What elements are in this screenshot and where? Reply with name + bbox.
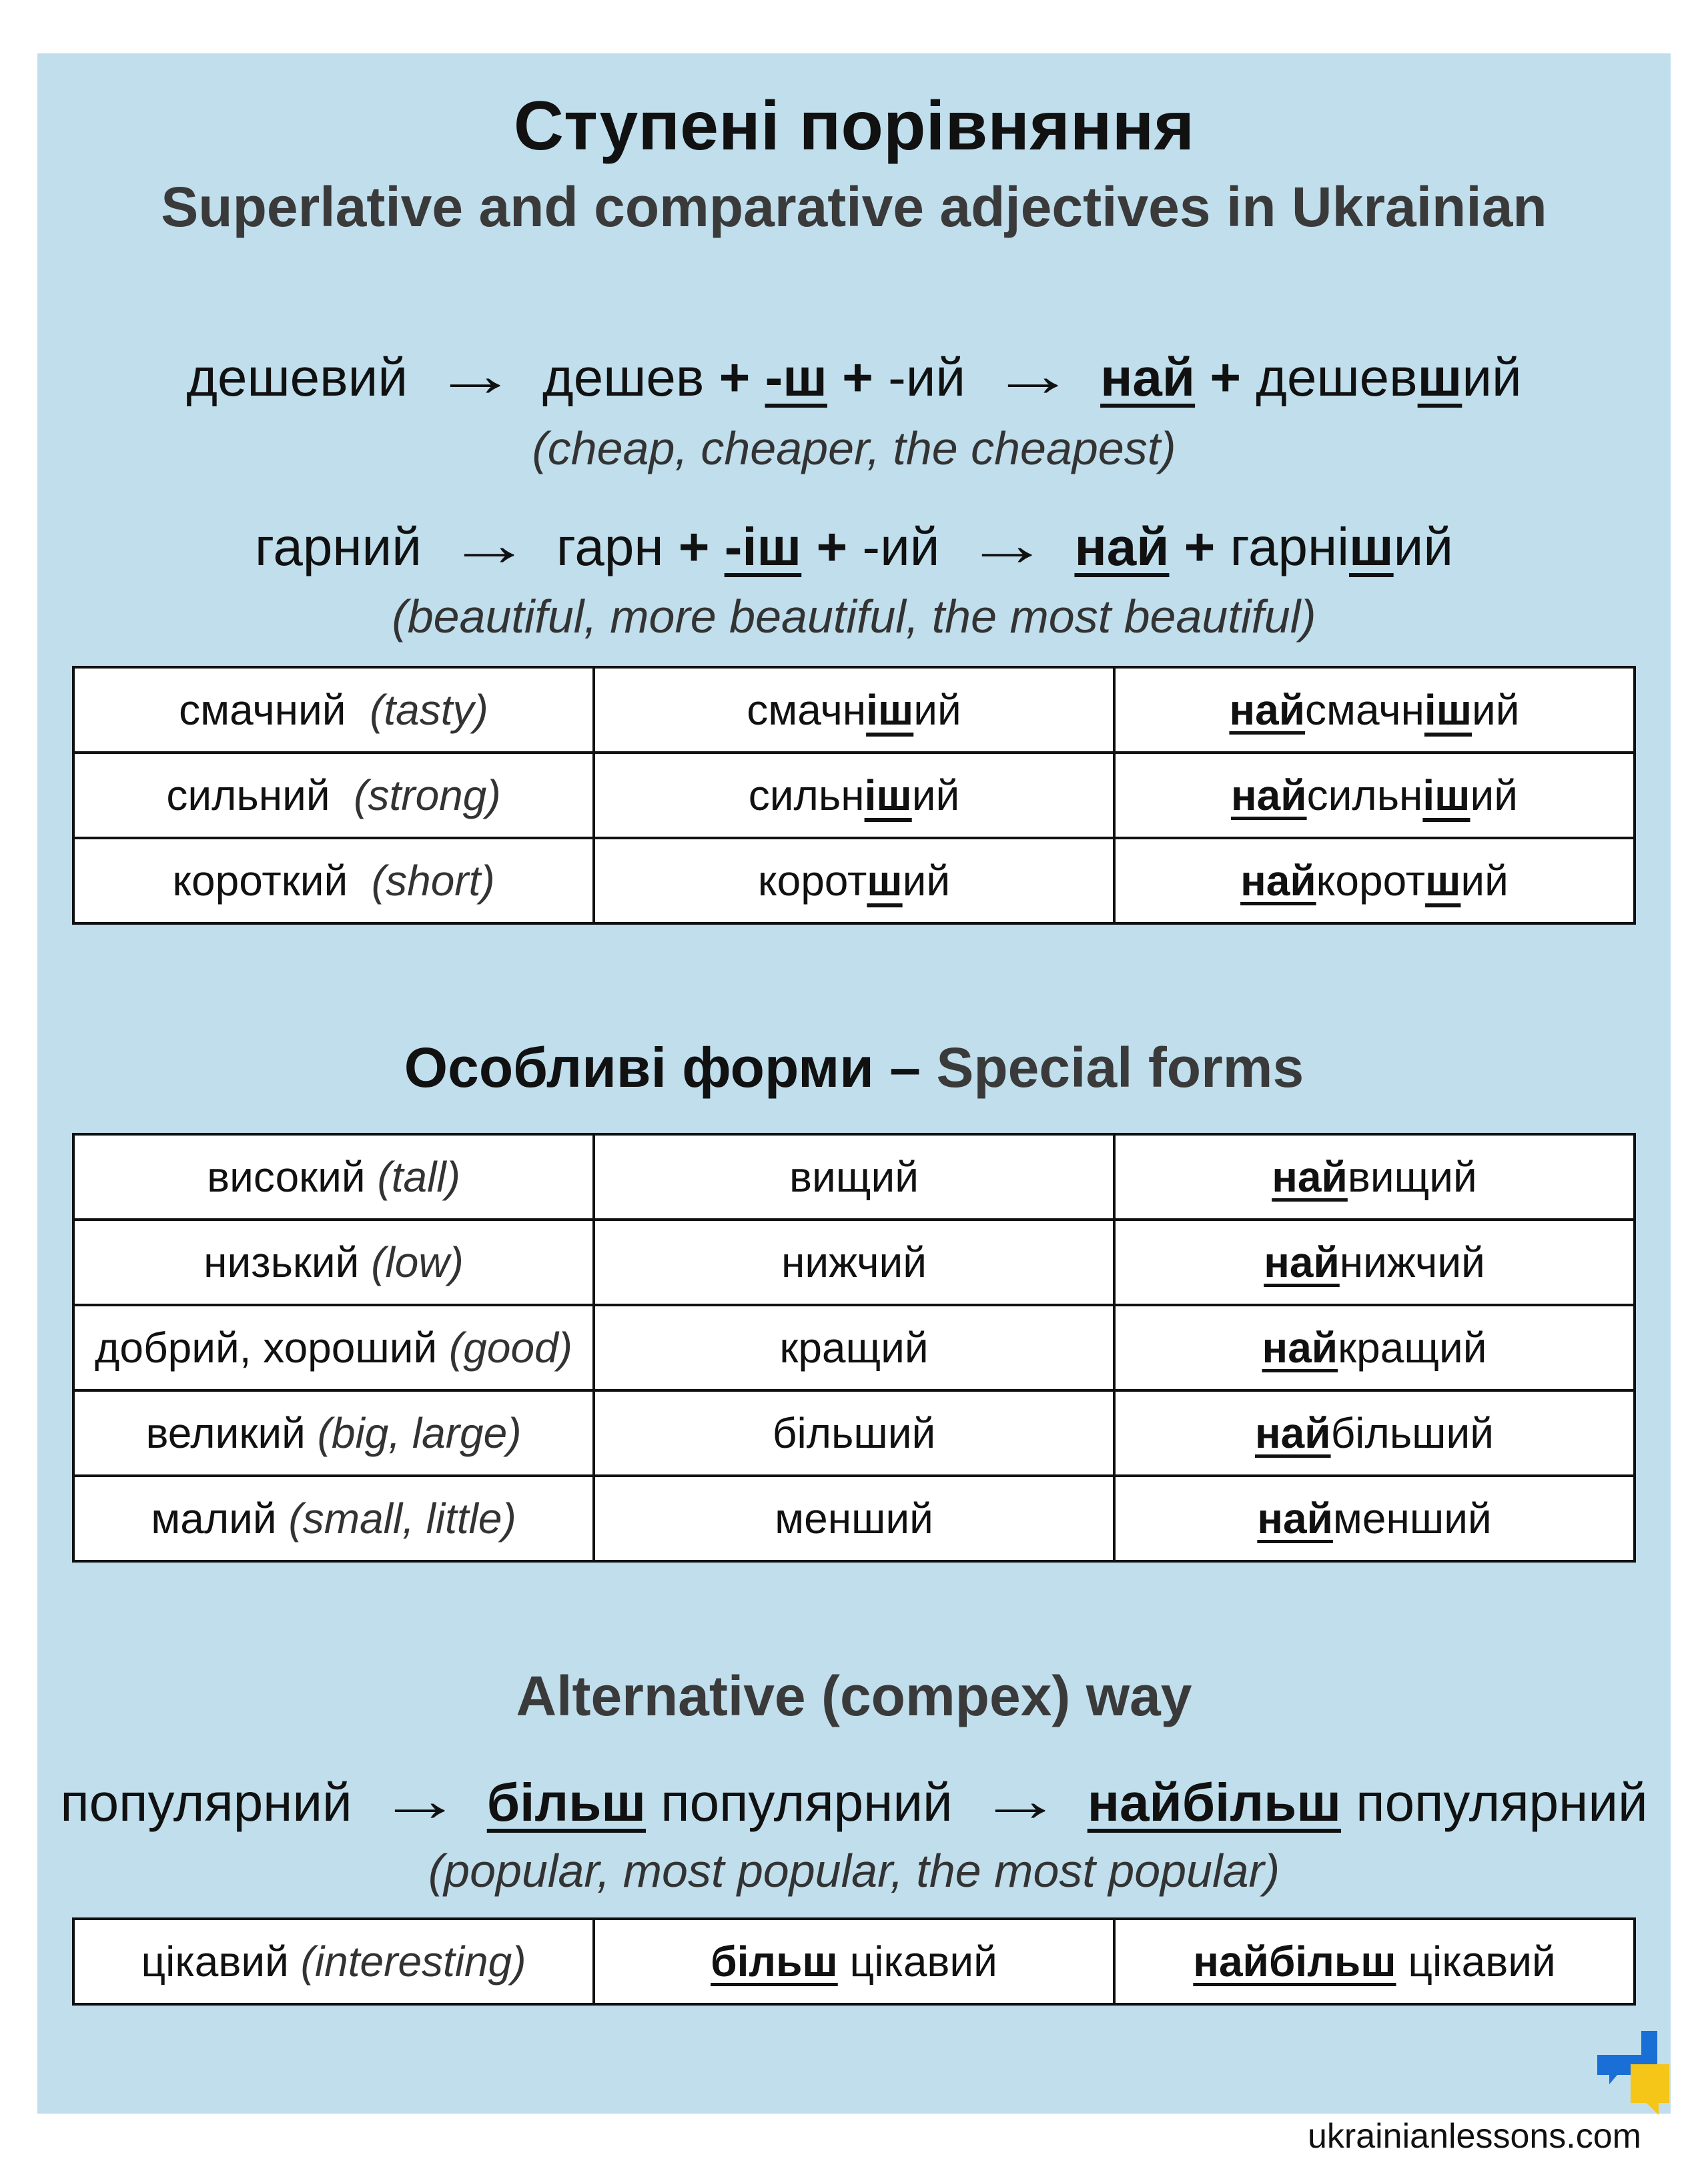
arrow-icon: →: [991, 342, 1076, 409]
table-row: [73, 753, 1635, 838]
alternative-line: [0, 1767, 1708, 1835]
table-cell: високий (tall): [73, 1134, 594, 1220]
table-row: [73, 1476, 1635, 1561]
alternative-gloss: (popular, most popular, the most popular): [428, 1845, 1280, 1897]
alternative-sup-prefix: найбільш: [1087, 1773, 1342, 1832]
table-cell: найкращий: [1114, 1305, 1635, 1390]
ukrainianlessons-logo-icon: [1591, 2028, 1676, 2122]
table-row: [73, 1305, 1635, 1390]
plus-sign: +: [1184, 517, 1216, 576]
regular-forms-table: [72, 666, 1636, 925]
table-cell: низький (low): [73, 1220, 594, 1305]
example-2-line: [0, 511, 1708, 580]
table-cell: найбільший: [1114, 1390, 1635, 1476]
table-row: [73, 667, 1635, 753]
example-2-stem: гарн: [556, 517, 664, 576]
table-cell: смачніший: [594, 667, 1114, 753]
example-2-base: гарний: [254, 517, 422, 576]
table-cell: найвищий: [1114, 1134, 1635, 1220]
table-cell: найсильніший: [1114, 753, 1635, 838]
table-cell: нижчий: [594, 1220, 1114, 1305]
plus-sign: +: [678, 517, 710, 576]
table-cell: великий (big, large): [73, 1390, 594, 1476]
table-cell: сильний (strong): [73, 753, 594, 838]
special-forms-table: [72, 1133, 1636, 1563]
table-row: [73, 1919, 1635, 2004]
table-cell: найбільш цікавий: [1114, 1919, 1635, 2004]
example-1-ending: -ий: [888, 348, 966, 407]
table-row: [73, 1220, 1635, 1305]
table-cell: більший: [594, 1390, 1114, 1476]
alternative-table: [72, 1917, 1636, 2006]
arrow-icon: →: [377, 1767, 462, 1834]
page-subtitle: Superlative and comparative adjectives in Ukrainian: [161, 175, 1547, 238]
example-1-base: дешевий: [186, 348, 408, 407]
table-row: [73, 1134, 1635, 1220]
table-cell: найнижчий: [1114, 1220, 1635, 1305]
alternative-comp-prefix: більш: [486, 1773, 647, 1832]
table-cell: більш цікавий: [594, 1919, 1114, 2004]
special-forms-title: Особливі форми – Special forms: [404, 1036, 1304, 1099]
table-cell: кращий: [594, 1305, 1114, 1390]
example-1-line: [0, 342, 1708, 410]
table-cell: вищий: [594, 1134, 1114, 1220]
table-row: [73, 1390, 1635, 1476]
table-cell: малий (small, little): [73, 1476, 594, 1561]
table-cell: цікавий (interesting): [73, 1919, 594, 2004]
table-cell: найсмачніший: [1114, 667, 1635, 753]
arrow-icon: →: [446, 512, 531, 578]
example-2-suffix: -іш: [724, 517, 802, 576]
page-title: Ступені порівняння: [513, 87, 1195, 165]
alternative-comp-word: популярний: [661, 1773, 953, 1832]
table-cell: найкоротший: [1114, 838, 1635, 923]
example-1-suffix: -ш: [765, 348, 827, 407]
table-cell: сильніший: [594, 753, 1114, 838]
alternative-sup-word: популярний: [1356, 1773, 1648, 1832]
example-2-ending: -ий: [862, 517, 940, 576]
footer-site: ukrainianlessons.com: [1307, 2117, 1641, 2156]
alternative-base: популярний: [60, 1773, 352, 1832]
example-2-gloss: (beautiful, more beautiful, the most beautiful): [392, 590, 1316, 642]
table-cell: менший: [594, 1476, 1114, 1561]
example-1-prefix: най: [1100, 348, 1196, 407]
example-1-stem: дешев: [542, 348, 705, 407]
plus-sign: +: [842, 348, 873, 407]
plus-sign: +: [719, 348, 751, 407]
plus-sign: +: [1210, 348, 1242, 407]
table-cell: найменший: [1114, 1476, 1635, 1561]
table-cell: добрий, хороший (good): [73, 1305, 594, 1390]
alternative-title: Alternative (compex) way: [516, 1665, 1192, 1727]
example-2-superlative: гарніший: [1230, 517, 1454, 576]
arrow-icon: →: [433, 342, 518, 409]
example-1-gloss: (cheap, cheaper, the cheapest): [532, 422, 1176, 474]
plus-sign: +: [816, 517, 848, 576]
example-1-superlative: дешевший: [1256, 348, 1522, 407]
table-cell: коротший: [594, 838, 1114, 923]
table-cell: смачний (tasty): [73, 667, 594, 753]
arrow-icon: →: [965, 512, 1049, 578]
example-2-prefix: най: [1074, 517, 1170, 576]
table-row: [73, 838, 1635, 923]
table-cell: короткий (short): [73, 838, 594, 923]
arrow-icon: →: [977, 1767, 1062, 1834]
